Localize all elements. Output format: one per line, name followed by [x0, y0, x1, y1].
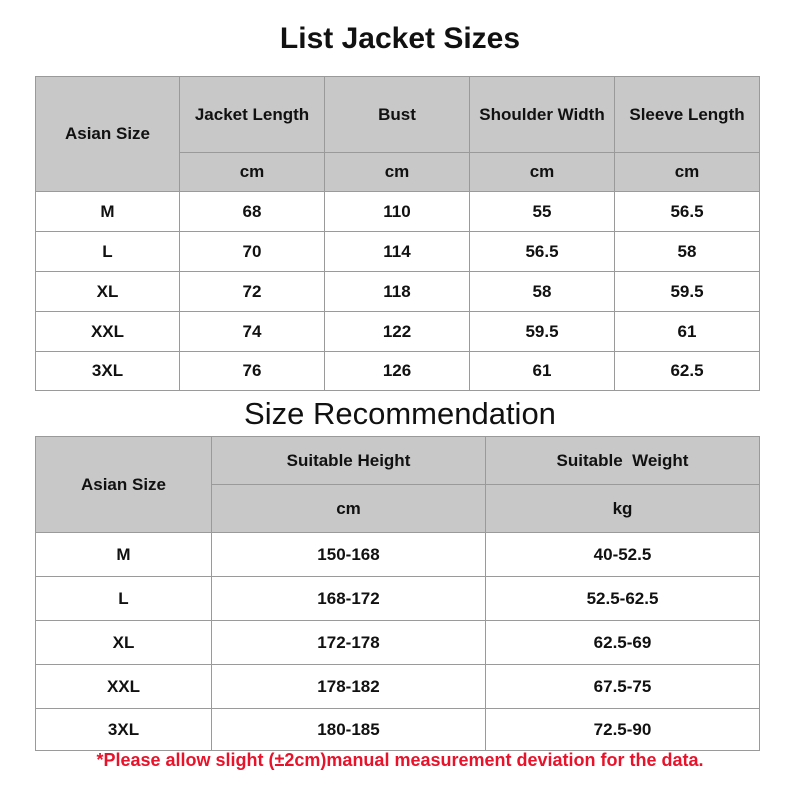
measurement-deviation-note: *Please allow slight (±2cm)manual measurement deviation for the data.	[96, 750, 704, 770]
value-cell: 68	[180, 192, 325, 232]
jacket-size-table	[35, 76, 760, 391]
value-cell: 168-172	[212, 577, 486, 621]
table-row	[36, 232, 760, 272]
value-cell: 118	[325, 272, 470, 312]
jacket-sizes-title: List Jacket Sizes	[279, 22, 521, 55]
jacket-length-header: Jacket Length	[180, 77, 325, 153]
value-cell: 55	[470, 192, 615, 232]
value-cell: 72.5-90	[486, 709, 760, 751]
value-cell: 178-182	[212, 665, 486, 709]
value-cell: 70	[180, 232, 325, 272]
value-cell: 76	[180, 352, 325, 391]
value-cell: 67.5-75	[486, 665, 760, 709]
value-cell: 74	[180, 312, 325, 352]
value-cell: 52.5-62.5	[486, 577, 760, 621]
size-cell: L	[36, 577, 212, 621]
size-cell: XXL	[36, 312, 180, 352]
suitable-height-header: Suitable Height	[212, 437, 486, 485]
value-cell: 59.5	[615, 272, 760, 312]
value-cell: 61	[615, 312, 760, 352]
value-cell: 180-185	[212, 709, 486, 751]
size-cell: 3XL	[36, 352, 180, 391]
sleeve-length-header: Sleeve Length	[615, 77, 760, 153]
table-row	[36, 272, 760, 312]
table-row	[36, 665, 760, 709]
size-recommendation-table	[35, 436, 760, 751]
table-row	[36, 352, 760, 391]
size-cell: XL	[36, 272, 180, 312]
value-cell: 110	[325, 192, 470, 232]
value-cell: 58	[470, 272, 615, 312]
value-cell: 56.5	[470, 232, 615, 272]
size-cell: 3XL	[36, 709, 212, 751]
value-cell: 59.5	[470, 312, 615, 352]
bust-header: Bust	[325, 77, 470, 153]
asian-size-header: Asian Size	[36, 437, 212, 533]
size-cell: L	[36, 232, 180, 272]
size-recommendation-title: Size Recommendation	[244, 396, 556, 431]
value-cell: 61	[470, 352, 615, 391]
value-cell: 114	[325, 232, 470, 272]
table-row	[36, 621, 760, 665]
table-row	[36, 533, 760, 577]
suitable-weight-header: Suitable Weight	[486, 437, 760, 485]
table-row	[36, 192, 760, 232]
asian-size-header: Asian Size	[36, 77, 180, 192]
unit-cell: cm	[325, 153, 470, 192]
unit-cell: cm	[470, 153, 615, 192]
table-row	[36, 709, 760, 751]
unit-cell: kg	[486, 485, 760, 533]
shoulder-width-header: Shoulder Width	[470, 77, 615, 153]
value-cell: 58	[615, 232, 760, 272]
unit-cell: cm	[615, 153, 760, 192]
value-cell: 122	[325, 312, 470, 352]
table-row	[36, 312, 760, 352]
value-cell: 150-168	[212, 533, 486, 577]
value-cell: 72	[180, 272, 325, 312]
table-row	[36, 577, 760, 621]
value-cell: 126	[325, 352, 470, 391]
unit-cell: cm	[212, 485, 486, 533]
value-cell: 172-178	[212, 621, 486, 665]
value-cell: 56.5	[615, 192, 760, 232]
value-cell: 62.5	[615, 352, 760, 391]
size-cell: XL	[36, 621, 212, 665]
size-cell: M	[36, 192, 180, 232]
size-cell: XXL	[36, 665, 212, 709]
unit-cell: cm	[180, 153, 325, 192]
value-cell: 40-52.5	[486, 533, 760, 577]
value-cell: 62.5-69	[486, 621, 760, 665]
size-cell: M	[36, 533, 212, 577]
